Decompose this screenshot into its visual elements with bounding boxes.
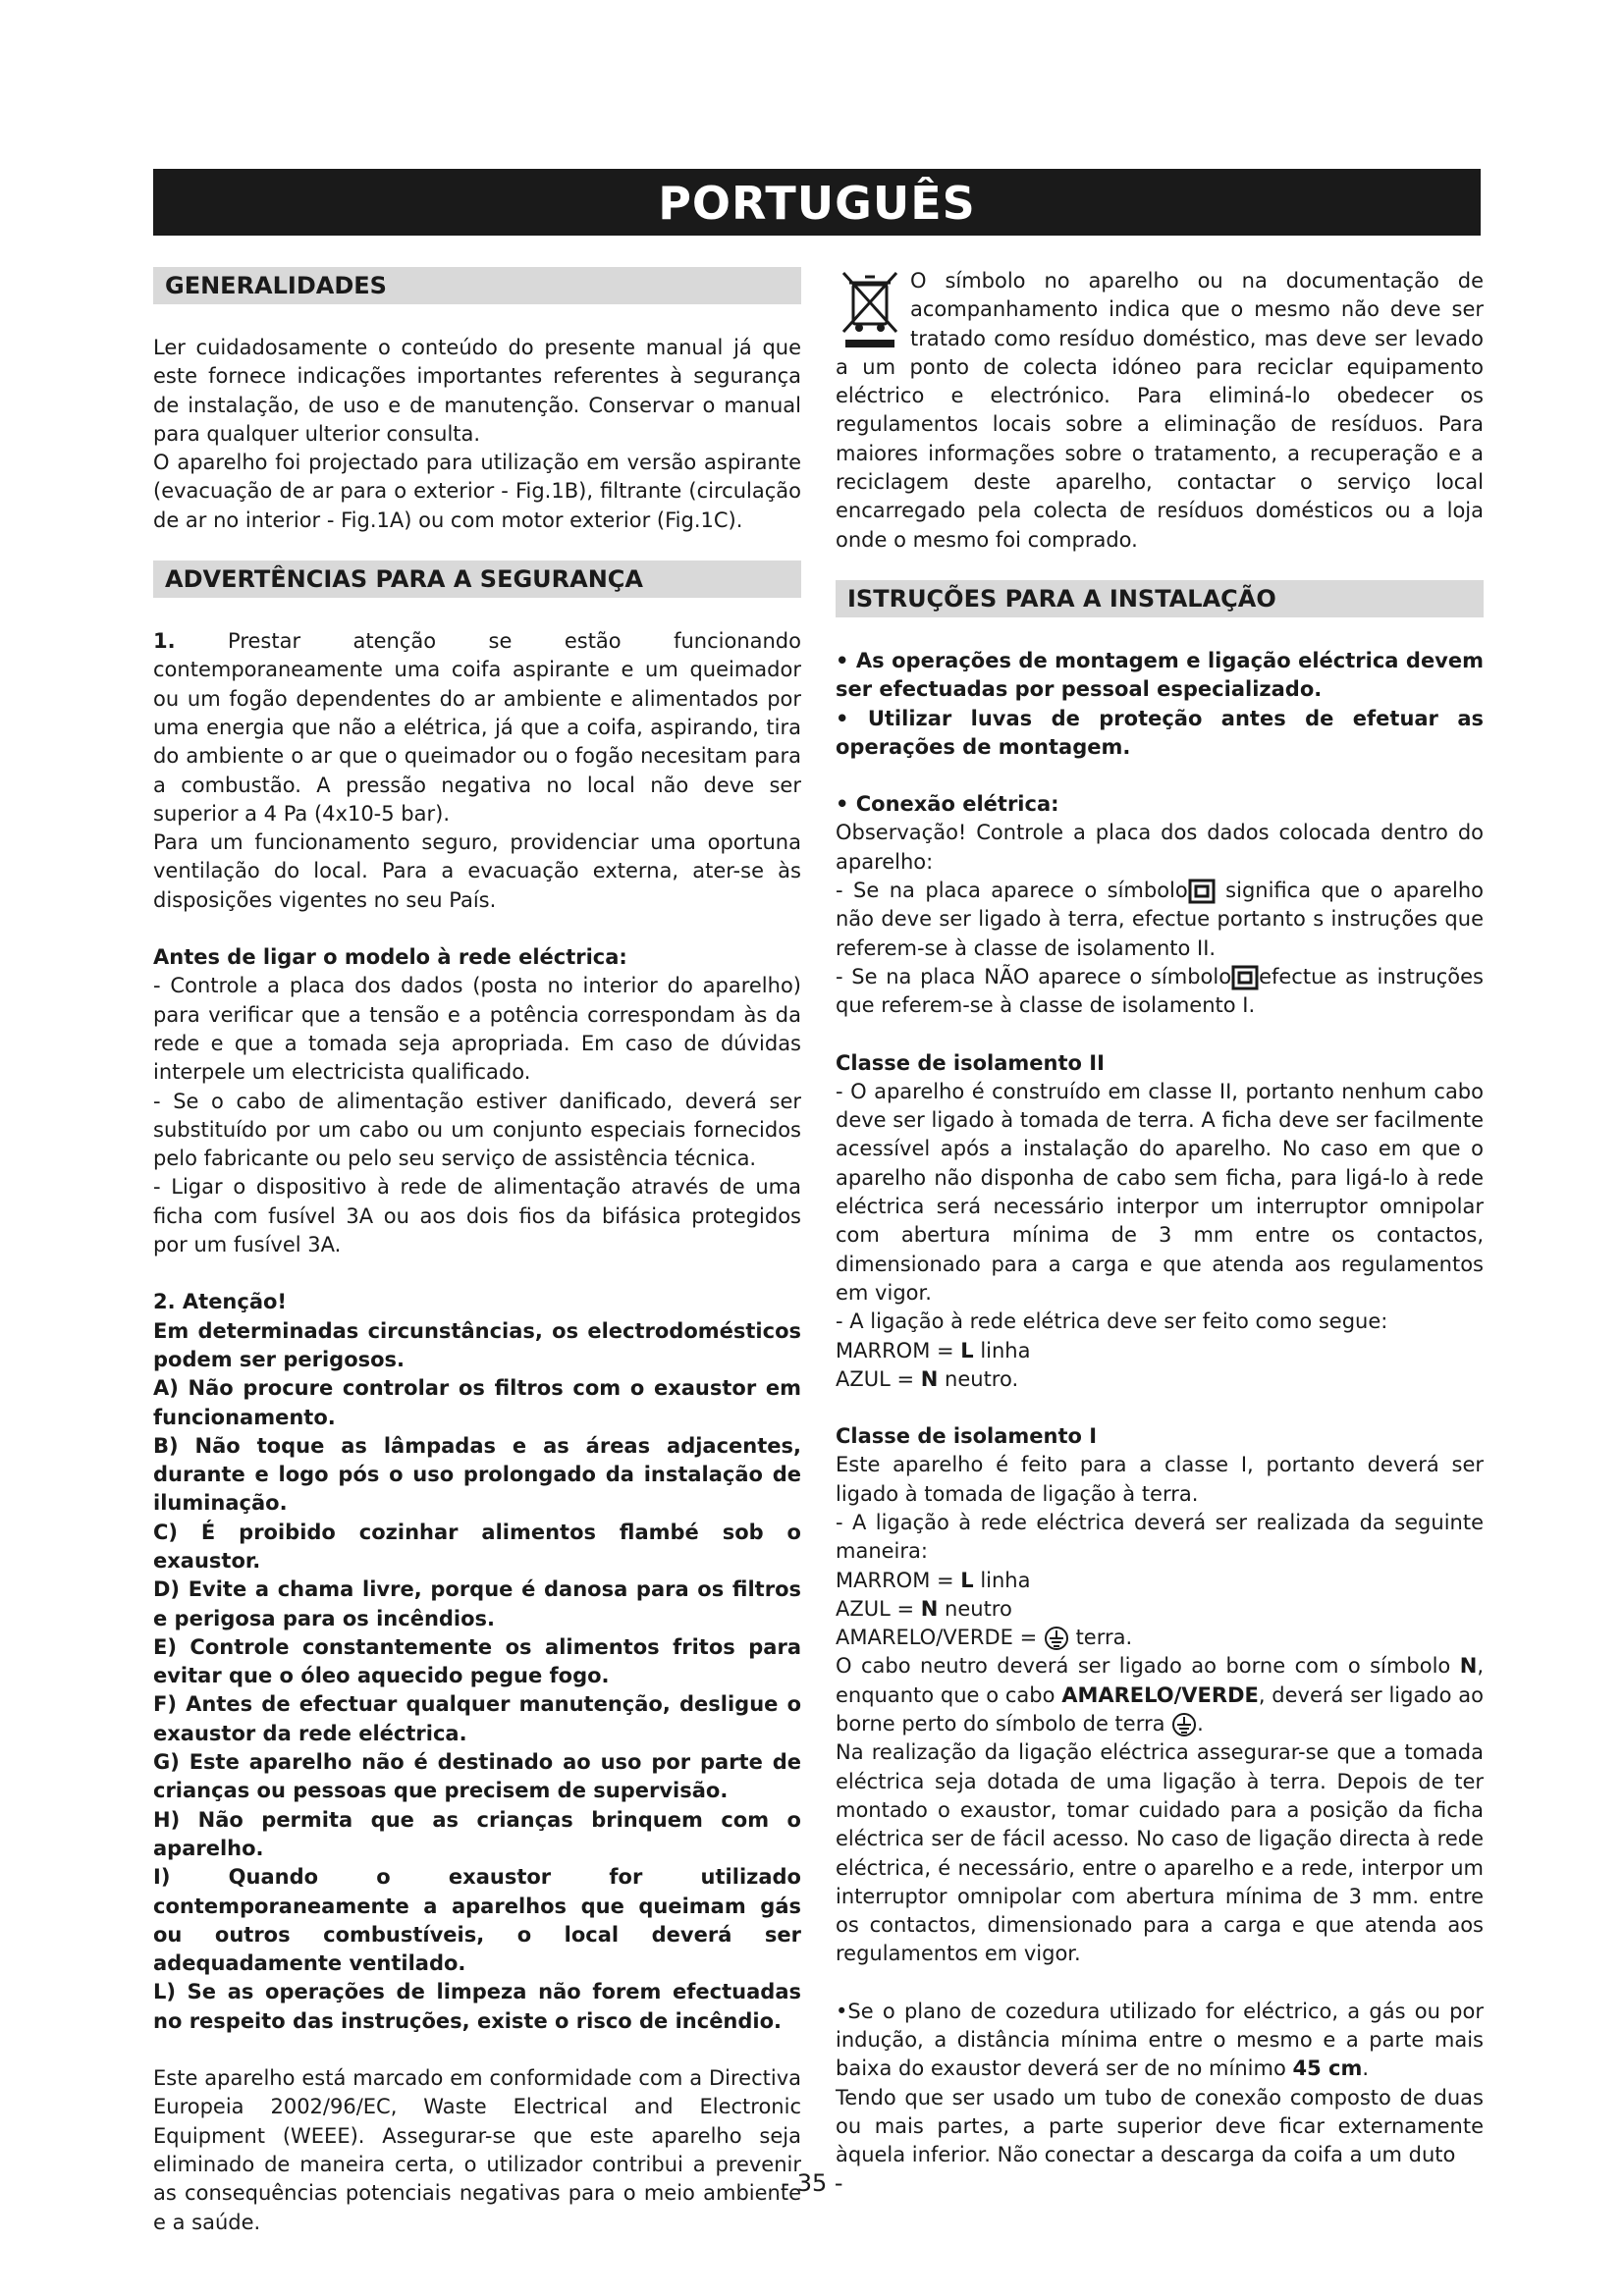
language-badge: P <box>1522 180 1608 223</box>
wire-code: L <box>960 1568 974 1592</box>
list-item: E) Controle constantemente os alimentos fritos para evitar que o óleo aquecido pegue fogo. <box>153 1634 801 1688</box>
language-banner <box>153 169 1574 236</box>
list-item: B) Não toque as lâmpadas e as áreas adjacentes, durante e logo pós o uso prolongado da instalação de iluminação. <box>153 1433 801 1516</box>
paragraph: - O aparelho é construído em classe II, portanto nenhum cabo deve ser ligado à tomada de terra. A ficha deve ser facilmente acessível após a instalação do aparelho. No caso em que o aparelho não disponha de cabo sem ficha, para ligá-lo à rede eléctrica será necessário interpor um interruptor omnipolar com abertura mínima de 3 mm entre os contactos, dimensionado para a carga e que atenda aos regulamentos em vigor. <box>836 1079 1484 1305</box>
paragraph: Observação! Controle a placa dos dados colocada dentro do aparelho: <box>836 821 1484 874</box>
wire-label: MARROM = <box>836 1338 961 1362</box>
list-item: F) Antes de efectuar qualquer manutenção, desligue o exaustor da rede eléctrica. <box>153 1692 801 1745</box>
subheading: • Conexão elétrica: <box>836 792 1059 817</box>
paragraph: - Ligar o dispositivo à rede de alimentação através de uma ficha com fusível 3A ou aos dois fios da bifásica protegidos por um fusível 3A. <box>153 1175 801 1257</box>
list-item: I) Quando o exaustor for utilizado contemporaneamente a aparelhos que queimam gás ou outros combustíveis, o local deverá ser adequadamente ventilado. <box>153 1865 801 1976</box>
paragraph-text: AMARELO/VERDE <box>1061 1682 1259 1707</box>
wire-desc: linha <box>973 1568 1031 1592</box>
paragraph-text: N <box>1459 1654 1478 1679</box>
paragraph-text: 45 cm <box>1292 2056 1363 2081</box>
paragraph: - A ligação à rede eléctrica deverá ser realizada da seguinte maneira: <box>836 1510 1484 1564</box>
list-item: A) Não procure controlar os filtros com o exaustor em funcionamento. <box>153 1376 801 1429</box>
paragraph <box>836 1998 1484 2084</box>
section-heading-instalacao: ISTRUÇÕES PARA A INSTALAÇÃO <box>836 580 1484 617</box>
paragraph-text: •Se o plano de cozedura utilizado for eléctrico, a gás ou por indução, a distância mínima entre o mesmo e a parte mais baixa do exaustor deverá ser de no mínimo <box>836 1999 1484 2081</box>
list-item: D) Evite a chama livre, porque é danosa para os filtros e perigosa para os incêndios. <box>153 1577 801 1630</box>
section-heading-generalidades: GENERALIDADES <box>153 267 801 304</box>
paragraph-text: significa que o aparelho não deve ser ligado à terra, efectue portanto s instruções que referem-se à classe de isolamento II. <box>836 879 1484 960</box>
wire-desc: terra. <box>1068 1626 1133 1650</box>
wiring-line <box>836 1567 1484 1595</box>
paragraph: Este aparelho é feito para a classe I, portanto deverá ser ligado à tomada de ligação à terra. <box>836 1453 1484 1506</box>
paragraph: Para um funcionamento seguro, providenciar uma oportuna ventilação do local. Para a evacuação externa, ater-se às disposições vigentes no seu País. <box>153 830 801 912</box>
wire-label: AZUL = <box>836 1366 921 1391</box>
paragraph-text: - Se na placa NÃO aparece o símbolo <box>836 964 1232 988</box>
page-number: - 35 - <box>781 2169 843 2197</box>
paragraph: - Controle a placa dos dados (posta no interior do aparelho) para verificar que a tensão e a potência correspondam às da rede e que a tomada seja apropriada. Em caso de dúvidas interpele um electricista qualificado. <box>153 974 801 1085</box>
class-ii-double-square-icon <box>1231 965 1259 990</box>
paragraph <box>836 877 1484 963</box>
paragraph: Este aparelho está marcado em conformidade com a Directiva Europeia 2002/96/EC, Waste Electrical and Electronic Equipment (WEEE). Assegurar-se que este aparelho seja eliminado de maneira certa, o utilizador contribui a prevenir as consequências potenciais negativas para o meio ambiente e a saúde. <box>153 2066 801 2234</box>
wire-desc: neutro <box>938 1596 1012 1621</box>
subheading: Classe de isolamento II <box>836 1050 1105 1075</box>
paragraph-text: , enquanto que o cabo <box>836 1654 1484 1707</box>
paragraph-text: Prestar atenção se estão funcionando contemporaneamente uma coifa aspirante e um queimador ou um fogão dependentes do ar ambiente e alimentados por uma energia que não a elétrica, já que a coifa, aspirando, tira do ambiente o ar que o queimador ou o fogão necesitam para a combustão. A pressão negativa no local não deve ser superior a 4 Pa (4x10-5 bar). <box>153 629 801 826</box>
wire-desc: neutro. <box>938 1366 1019 1391</box>
paragraph: • As operações de montagem e ligação eléctrica devem ser efectuadas por pessoal especializado. <box>836 648 1484 702</box>
subheading: 2. Atenção! <box>153 1290 288 1314</box>
wire-code: N <box>920 1596 939 1621</box>
paragraph: Em determinadas circunstâncias, os electrodomésticos podem ser perigosos. <box>153 1318 801 1371</box>
wiring-line <box>836 1337 1484 1365</box>
paragraph: - Se o cabo de alimentação estiver danificado, deverá ser substituído por um cabo ou um conjunto especiais fornecidos pelo fabricante ou pelo seu serviço de assistência técnica. <box>153 1089 801 1171</box>
paragraph: Ler cuidadosamente o conteúdo do presente manual já que este fornece indicações importantes referentes à segurança de instalação, de uso e de manutenção. Conservar o manual para qualquer ulterior consulta. <box>153 336 801 446</box>
wire-desc: linha <box>973 1338 1031 1362</box>
weee-notice <box>836 267 1484 555</box>
section-heading-advertencias: ADVERTÊNCIAS PARA A SEGURANÇA <box>153 561 801 598</box>
paragraph-text: efectue as instruções que referem-se à classe de isolamento I. <box>836 964 1485 1018</box>
wire-code: N <box>920 1366 939 1391</box>
language-title: PORTUGUÊS <box>658 177 976 230</box>
subheading: Classe de isolamento I <box>836 1424 1098 1449</box>
list-item: G) Este aparelho não é destinado ao uso por parte de crianças ou pessoas que precisem de supervisão. <box>153 1750 801 1803</box>
wiring-line <box>836 1365 1484 1394</box>
paragraph-text: O cabo neutro deverá ser ligado ao borne com o símbolo <box>836 1654 1460 1679</box>
subheading: Antes de ligar o modelo à rede eléctrica: <box>153 945 627 970</box>
list-item: C) É proibido cozinhar alimentos flambé sob o exaustor. <box>153 1520 801 1573</box>
item-number: 1. <box>153 629 176 654</box>
paragraph <box>153 627 801 828</box>
paragraph <box>836 963 1484 1021</box>
paragraph-text: , deverá ser ligado ao borne perto do símbolo de terra <box>836 1682 1484 1736</box>
ground-symbol-icon <box>1171 1712 1197 1737</box>
ground-symbol-icon <box>1044 1626 1069 1651</box>
wire-code: L <box>960 1338 974 1362</box>
paragraph: O símbolo no aparelho ou na documentação de acompanhamento indica que o mesmo não deve ser tratado como resíduo doméstico, mas deve ser levado a um ponto de colecta idóneo para reciclar equipamento eléctrico e electrónico. Para eliminá-lo obedecer os regulamentos locais sobre a eliminação de resíduos. Para maiores informações sobre o tratamento, a recuperação e a reciclagem deste aparelho, contactar o serviço local encarregado pela colecta de resíduos domésticos ou a loja onde o mesmo foi comprado. <box>836 269 1484 552</box>
wire-label: AZUL = <box>836 1596 921 1621</box>
paragraph: Tendo que ser usado um tubo de conexão composto de duas ou mais partes, a parte superior deve ficar externamente àquela inferior. Não conectar a descarga da coifa a um duto <box>836 2085 1484 2167</box>
list-item: L) Se as operações de limpeza não forem efectuadas no respeito das instruções, existe o risco de incêndio. <box>153 1980 801 2033</box>
paragraph-text: - Se na placa aparece o símbolo <box>836 879 1188 903</box>
class-ii-double-square-icon <box>1188 879 1216 904</box>
paragraph-text: . <box>1362 2056 1370 2081</box>
wire-label: AMARELO/VERDE = <box>836 1626 1044 1650</box>
paragraph: Na realização da ligação eléctrica assegurar-se que a tomada eléctrica seja dotada de uma ligação à terra. Depois de ter montado o exaustor, tomar cuidado para a posição da ficha eléctrica ser de fácil acesso. No caso de ligação directa à rede eléctrica, é necessário, entre o aparelho e a rede, interpor um interruptor omnipolar com abertura mínima de 3 mm. entre os contactos, dimensionado para a carga e que atenda aos regulamentos em vigor. <box>836 1740 1484 1966</box>
wiring-line <box>836 1595 1484 1624</box>
list-item: H) Não permita que as crianças brinquem com o aparelho. <box>153 1807 801 1860</box>
wiring-line <box>836 1624 1484 1652</box>
wire-label: MARROM = <box>836 1568 961 1592</box>
paragraph: • Utilizar luvas de proteção antes de efetuar as operações de montagem. <box>836 706 1484 759</box>
paragraph-text: . <box>1197 1712 1204 1736</box>
left-column <box>153 267 801 2237</box>
right-column <box>836 267 1484 2170</box>
paragraph <box>836 1652 1484 1738</box>
paragraph: O aparelho foi projectado para utilização em versão aspirante (evacuação de ar para o exterior - Fig.1B), filtrante (circulação de ar no interior - Fig.1A) ou com motor exterior (Fig.1C). <box>153 451 801 532</box>
paragraph: - A ligação à rede elétrica deve ser feito como segue: <box>836 1309 1388 1334</box>
weee-bin-icon <box>836 267 904 351</box>
